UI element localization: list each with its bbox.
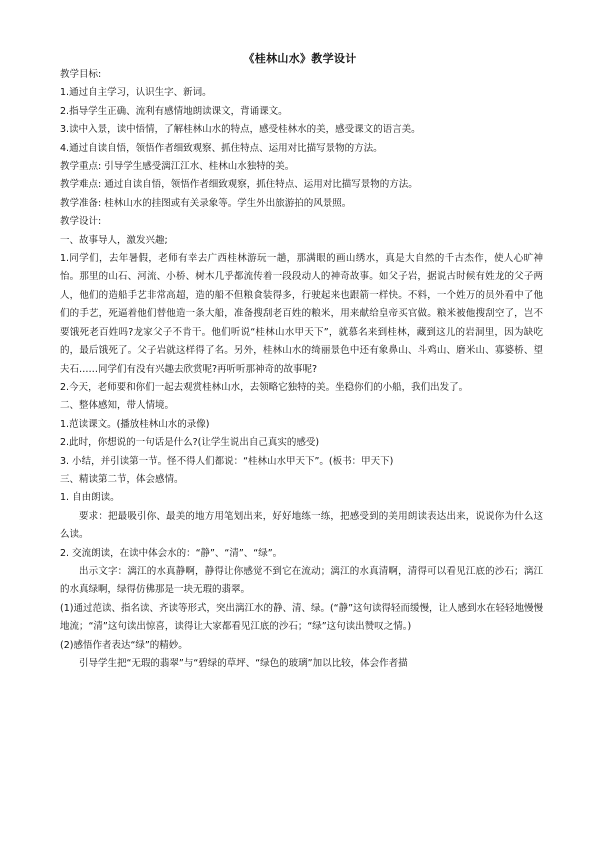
section2-item: 2.此时，你想说的一句话是什么?(让学生说出自己真实的感受) xyxy=(60,437,320,449)
key-points: 教学重点: 引导学生感受漓江江水、桂林山水独特的美。 xyxy=(60,161,295,173)
section3-last-line: 引导学生把“无瑕的翡翠”与“碧绿的草坪、“绿色的玻璃”加以比较，体会作者描 xyxy=(79,658,408,669)
section2-item: 3. 小结，并引读第一节。怪不得人们都说：“桂林山水甲天下”。(板书：甲天下) xyxy=(60,455,394,467)
preparation: 教学准备: 桂林山水的挂图或有关录象等。学生外出旅游拍的风景照。 xyxy=(60,197,352,209)
section2-heading: 二、整体感知，带人情境。 xyxy=(60,400,175,412)
section1-heading: 一、故事导人，激发兴趣; xyxy=(60,234,168,246)
section1-paragraph-2: 2.今天，老师要和你们一起去观赏桂林山水，去领略它独特的美。坐稳你们的小船，我们出发了。 xyxy=(60,381,469,393)
section3-heading: 三、精读第二节，体会感情。 xyxy=(60,473,184,485)
goal-item: 4.通过自读自悟，领悟作者细致观察、抓住特点、运用对比描写景物的方法。 xyxy=(60,142,383,154)
section2-item: 1.范读课文。(播放桂林山水的录像) xyxy=(60,418,210,430)
section3-item-2: 2. 交流朗读，在读中体会水的：“静”、“清”、“绿”。 xyxy=(60,547,283,559)
goal-item: 1.通过自主学习，认识生字、新词。 xyxy=(60,87,212,99)
goal-item: 2.指导学生正确、流利有感情地朗读课文，背诵课文。 xyxy=(60,105,288,117)
difficult-points: 教学难点: 通过自读自悟，领悟作者细致观察，抓住特点、运用对比描写景物的方法。 xyxy=(60,179,418,191)
section3-shown-text: 出示文字：漓江的水真静啊，静得让你感觉不到它在流动；漓江的水真清啊，清得可以看见江底的沙石；漓江的水真绿啊，绿得仿佛那是一块无瑕的翡翠。 xyxy=(60,565,543,596)
design-heading: 教学设计: xyxy=(60,216,102,228)
goals-heading: 教学目标: xyxy=(60,69,102,80)
section1-paragraph-1: 1.同学们，去年暑假，老师有幸去广西桂林游玩一趟，那满眼的画山绣水，真是大自然的千古杰作，使人心旷神怡。那里的山石、河流、小桥、树木几乎都流传着一段段动人的神奇故事。如父子岩，据说古时候有姓龙的父子两人，他们的造船手艺非常高超，造的船不但粮食装得多，行驶起来也跟箭一样快。不料，一个姓万的员外看中了他们的手艺，死逼着他们替他造一条大船，准备搜刮老百姓的粮米，用来献给皇帝买官做。粮米被他搜刮空了，岂不要饿死老百姓吗?龙家父子不肯干。他们听说“桂林山水甲天下”，就慕名来到桂林，藏到这儿的岩洞里，因为缺吃的，最后饿死了。父子岩就这样得了名。另外，桂林山水的绮丽景色中还有象鼻山、斗鸡山、磨米山、寡婆桥、望夫石……同学们有没有兴趣去欣赏呢?再听听那神奇的故事呢? xyxy=(60,253,543,375)
document-body xyxy=(60,66,543,673)
section3-subitem-2: (2)感悟作者表达“绿”的精妙。 xyxy=(60,639,188,651)
goal-item: 3.读中入景，读中悟情，了解桂林山水的特点，感受桂林水的美，感受课文的语言美。 xyxy=(60,124,421,136)
section3-item-1: 1. 自由朗读。 xyxy=(60,492,120,504)
document-title: 《桂林山水》教学设计 xyxy=(243,52,357,65)
section3-requirement: 要求：把最吸引你、最美的地方用笔划出来，好好地练一练，把感受到的美用朗读表达出来，说说你为什么这么读。 xyxy=(60,510,543,541)
section3-subitem-1: (1)通过范读、指名读、齐读等形式，突出漓江水的静、清、绿。(“静”这句读得轻而缓慢，让人感到水在轻轻地慢慢地流；“清”这句读出惊喜，读得让大家都看见江底的沙石；“绿”这句读出赞叹之情。) xyxy=(60,602,544,633)
